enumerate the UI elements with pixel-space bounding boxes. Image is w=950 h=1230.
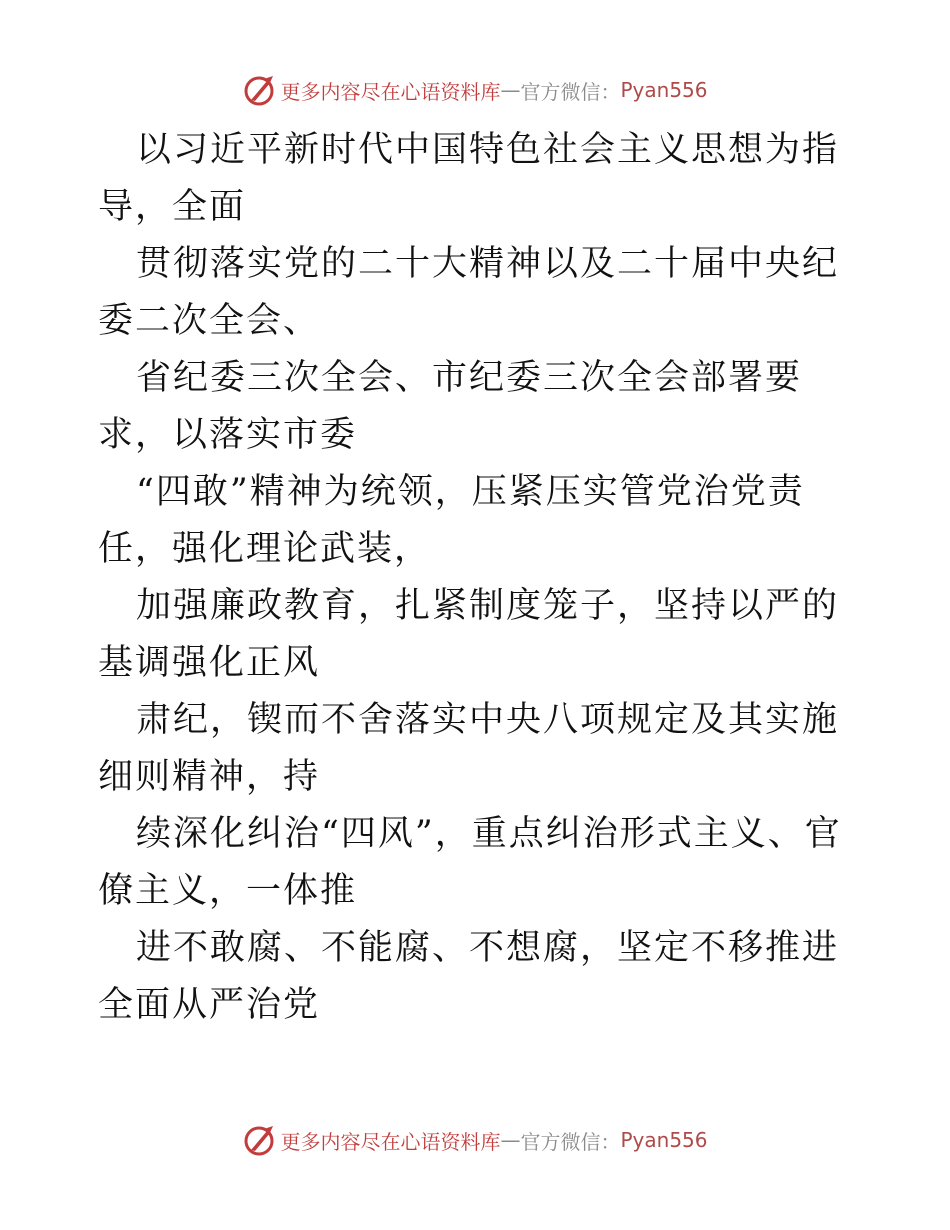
watermark-main-text: 更多内容尽在心语资料库 [280,1129,501,1154]
footer-watermark [0,1120,950,1160]
paragraph: 肃纪，锲而不舍落实中央八项规定及其实施细则精神，持 [98,700,840,797]
watermark-wechat-id: Pyan556 [620,1128,708,1152]
quill-logo-icon [242,1123,276,1157]
paragraph: 以习近平新时代中国特色社会主义思想为指导，全面 [98,130,840,227]
paragraph: 加强廉政教育，扎紧制度笼子，坚持以严的基调强化正风 [98,586,840,683]
header-watermark [0,70,950,110]
paragraph: 续深化纠治“四风”，重点纠治形式主义、官僚主义，一体推 [98,814,842,911]
document-body [98,122,858,1034]
watermark-main-text: 更多内容尽在心语资料库 [280,79,501,104]
paragraph: 进不敢腐、不能腐、不想腐，坚定不移推进全面从严治党 [98,928,840,1025]
paragraph: 省纪委三次全会、市纪委三次全会部署要求，以落实市委 [98,358,803,455]
paragraph: 贯彻落实党的二十大精神以及二十届中央纪委二次全会、 [98,244,840,341]
quill-logo-icon [242,73,276,107]
watermark-separator: — [500,78,521,102]
watermark-separator: — [500,1128,521,1152]
watermark-label: 官方微信： [520,1129,621,1154]
paragraph: “四敢”精神为统领，压紧压实管党治党责任，强化理论武装， [98,472,805,569]
watermark-label: 官方微信： [520,79,621,104]
watermark-wechat-id: Pyan556 [620,78,708,102]
